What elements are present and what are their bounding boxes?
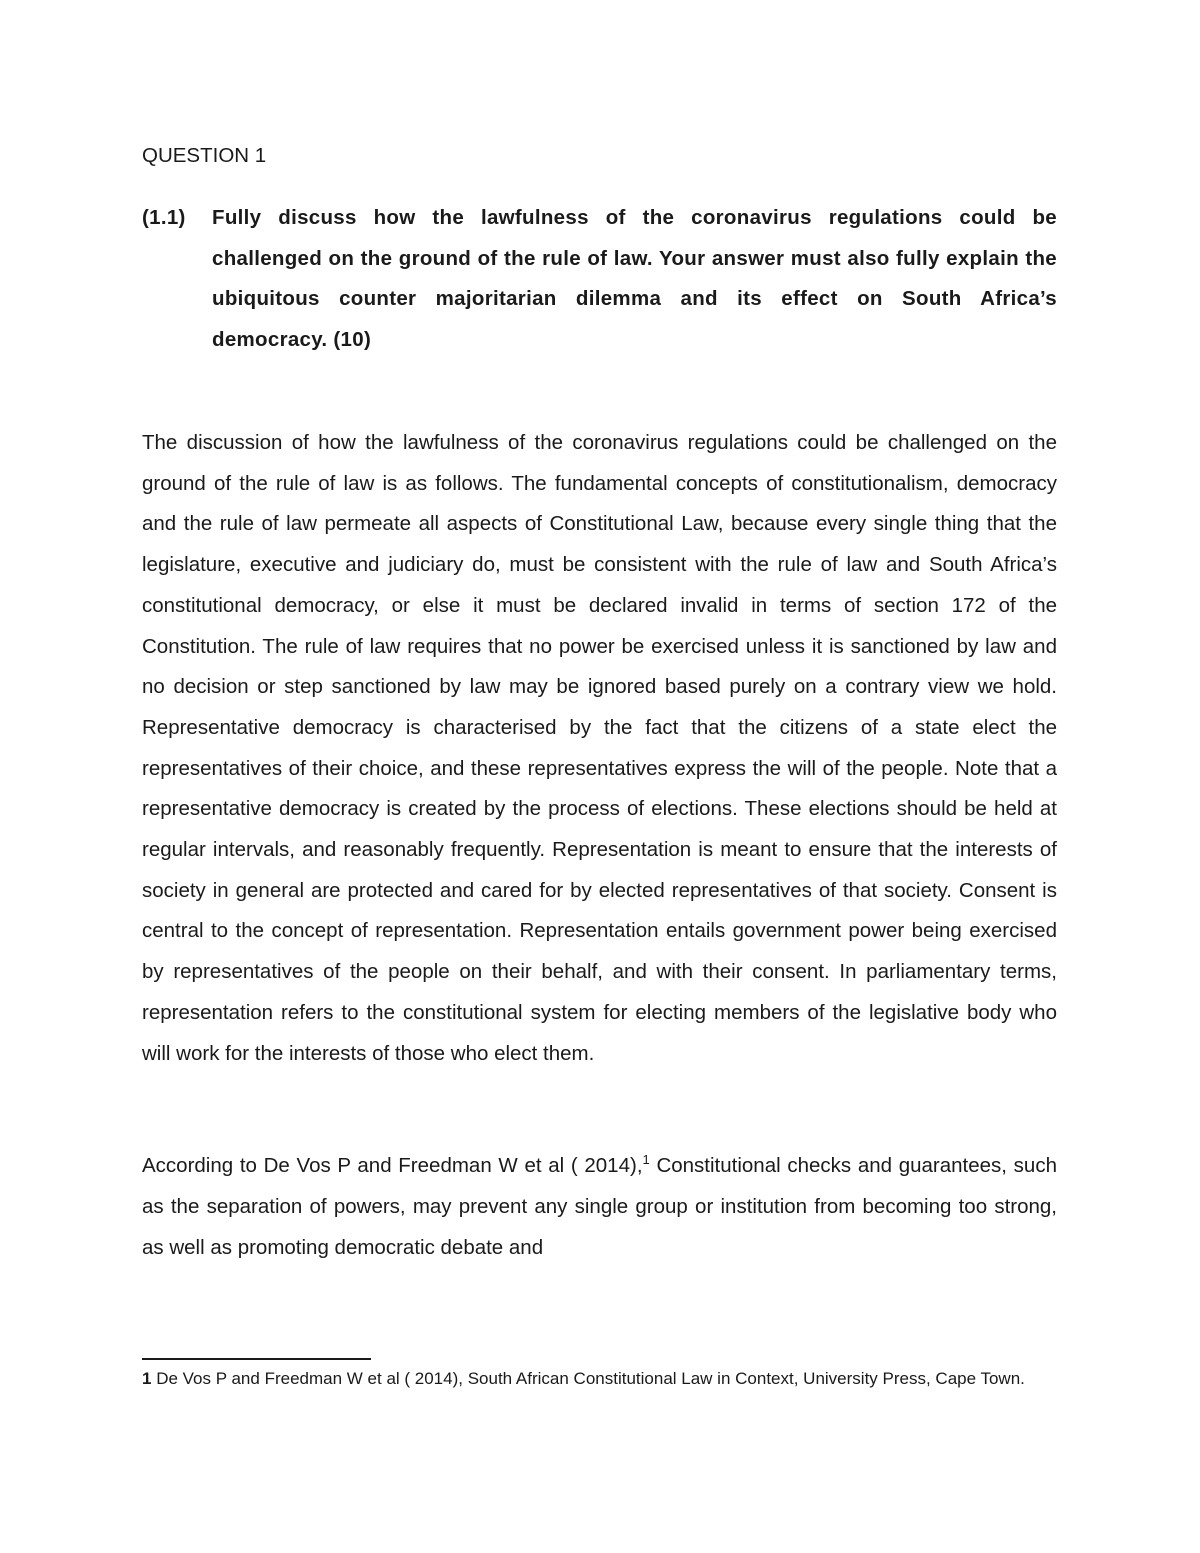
- question-number: (1.1): [142, 206, 186, 229]
- answer-paragraph-2: [142, 1146, 1057, 1268]
- footnote-reference[interactable]: 1: [642, 1152, 650, 1168]
- question-heading: QUESTION 1: [142, 144, 267, 167]
- question-block: [142, 198, 1057, 360]
- answer-paragraph-1: The discussion of how the lawfulness of the coronavirus regulations could be challenged on the ground of the rule of law is as follows. The fundamental concepts of constitutionalism, democracy and the rule of law permeate all aspects of Constitutional Law, because every single thing that the legislature, executive and judiciary do, must be consistent with the rule of law and South Africa’s constitutional democracy, or else it must be declared invalid in terms of section 172 of the Constitution. The rule of law requires that no power be exercised unless it is sanctioned by law and no decision or step sanctioned by law may be ignored based purely on a contrary view we hold. Representative democracy is characterised by the fact that the citizens of a state elect the representatives of their choice, and these representatives express the will of the people. Note that a representative democracy is created by the process of elections. These elections should be held at regular intervals, and reasonably frequently. Representation is meant to ensure that the interests of society in general are protected and cared for by elected representatives of that society. Consent is central to the concept of representation. Representation entails government power being exercised by representatives of the people on their behalf, and with their consent. In parliamentary terms, representation refers to the constitutional system for electing members of the legislative body who will work for the interests of those who elect them.: [142, 431, 1057, 1065]
- document-page: [142, 140, 1057, 1268]
- footnote-number: 1: [142, 1369, 152, 1388]
- question-text: Fully discuss how the lawfulness of the coronavirus regulations could be challenged on the ground of the rule of law. Your answer must also fully explain the ubiquitous counter majoritarian dilemma and its effect on South Africa’s democracy. (10): [212, 206, 1057, 351]
- paragraph-2-lead: According to De Vos P and Freedman W et al ( 2014),: [142, 1154, 643, 1178]
- footnote-text: De Vos P and Freedman W et al ( 2014), South African Constitutional Law in Context, University Press, Cape Town.: [151, 1369, 1025, 1388]
- footnote-separator: [142, 1358, 371, 1360]
- paragraph-2-body: Constitutional checks and guarantees, such as the separation of powers, may prevent any single group or institution from becoming too strong, as well as promoting democratic debate and: [142, 1154, 1057, 1259]
- footnote: [142, 1368, 1057, 1390]
